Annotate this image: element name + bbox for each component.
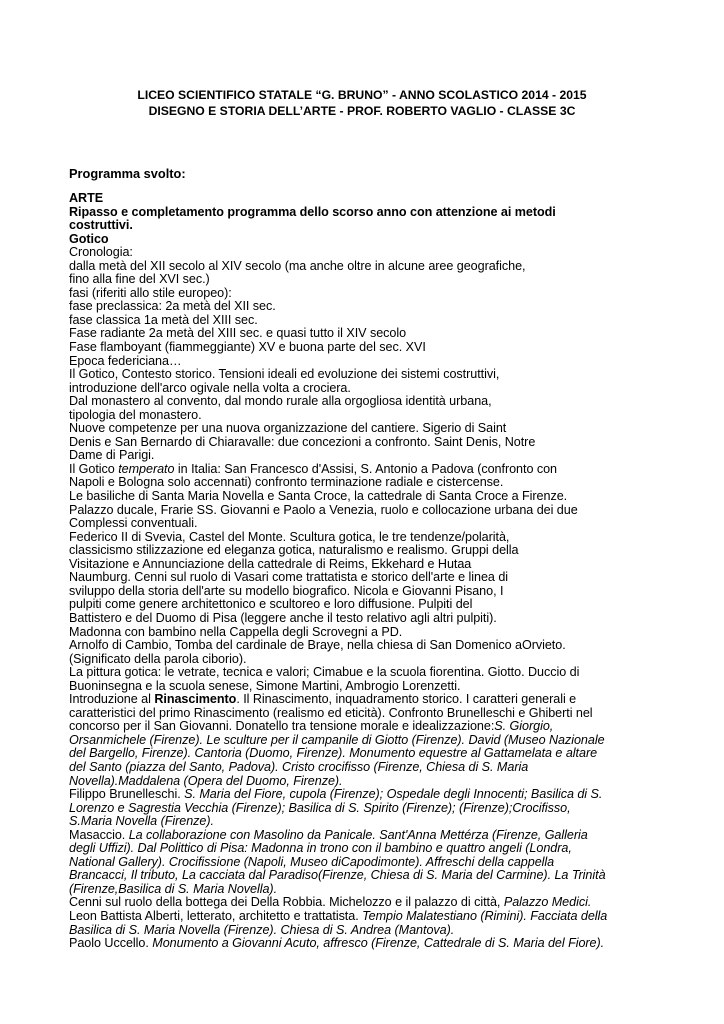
text-segment: Cenni sul ruolo della bottega dei Della Robbia. Michelozzo e il palazzo di città,: [69, 895, 504, 910]
text-segment: Filippo Brunelleschi.: [69, 787, 185, 802]
text-line: [69, 219, 679, 233]
text-line: [69, 761, 679, 775]
text-line: [69, 910, 679, 924]
text-segment: Epoca federiciana…: [69, 353, 182, 368]
text-line: [69, 666, 679, 680]
text-segment: Cronologia:: [69, 245, 133, 260]
text-segment: Il Gotico: [69, 461, 119, 476]
text-line: [69, 937, 679, 951]
text-line: [69, 382, 679, 396]
text-segment: tipologia del monastero.: [69, 407, 202, 422]
text-line: [69, 449, 679, 463]
text-segment: pulpiti come genere architettonico e scultoreo e loro diffusione. Pulpiti del: [69, 597, 473, 612]
text-line: [69, 829, 679, 843]
text-line: [69, 924, 679, 938]
text-line: [69, 598, 679, 612]
text-segment: fase preclassica: 2a metà del XII sec.: [69, 299, 276, 314]
text-line: [69, 355, 679, 369]
document-header: [0, 87, 724, 119]
text-line: [69, 287, 679, 301]
text-segment: Masaccio.: [69, 827, 129, 842]
text-line: [69, 869, 679, 883]
text-segment: fino alla fine del XVI sec.): [69, 272, 210, 287]
text-line: [69, 775, 679, 789]
text-segment: Battistero e del Duomo di Pisa (leggere anche il testo relativo agli altri pulpiti).: [69, 610, 497, 625]
text-line: [69, 260, 679, 274]
text-segment: in Italia: San Francesco d'Assisi, S. Antonio a Padova (confronto con: [174, 461, 557, 476]
text-segment: Madonna con bambino nella Cappella degli Scrovegni a PD.: [69, 624, 403, 639]
text-line: [69, 192, 679, 206]
text-line: [69, 517, 679, 531]
text-segment: Arnolfo di Cambio, Tomba del cardinale de Braye, nella chiesa di San Domenico aOrvieto.: [69, 638, 566, 653]
text-segment: Leon Battista Alberti, letterato, architetto e trattatista.: [69, 908, 363, 923]
text-segment: Buoninsegna e la scuola senese, Simone Martini, Ambrogio Lorenzetti.: [69, 678, 461, 693]
text-line: [69, 246, 679, 260]
text-segment: S.Maria Novella (Firenze).: [69, 814, 214, 829]
text-segment: (Significato della parola ciborio).: [69, 651, 247, 666]
header-line-school: LICEO SCIENTIFICO STATALE “G. BRUNO” - ANNO SCOLASTICO 2014 - 2015: [137, 88, 587, 102]
text-line: [69, 273, 679, 287]
text-segment: degli Uffizi). Dal Polittico di Pisa: Madonna in trono con il bambino e quattro angeli (Londra,: [69, 841, 572, 856]
text-segment: Nuove competenze per una nuova organizzazione del cantiere. Sigerio di Saint: [69, 421, 507, 436]
text-line: [69, 707, 679, 721]
text-line: [69, 747, 679, 761]
text-segment: Il Gotico, Contesto storico. Tensioni ideali ed evoluzione dei sistemi costruttivi,: [69, 367, 500, 382]
text-line: [69, 436, 679, 450]
text-line: [69, 531, 679, 545]
text-segment: fase classica 1a metà del XIII sec.: [69, 312, 258, 327]
text-segment: Le basiliche di Santa Maria Novella e Santa Croce, la cattedrale di Santa Croce a Firenze.: [69, 489, 568, 504]
text-segment: Fase radiante 2a metà del XIII sec. e quasi tutto il XIV secolo: [69, 326, 407, 341]
text-line: [69, 463, 679, 477]
text-segment: Gotico: [69, 231, 109, 246]
text-segment: Basilica di S. Maria Novella (Firenze). Chiesa di S. Andrea (Mantova).: [69, 922, 455, 937]
text-segment: Rinascimento: [154, 692, 237, 707]
text-segment: Visitazione e Annunciazione della cattedrale di Reims, Ekkehard e Hutaa: [69, 556, 472, 571]
text-segment: classicismo stilizzazione ed eleganza gotica, naturalismo e realismo. Gruppi della: [69, 543, 519, 558]
text-line: [69, 233, 679, 247]
text-segment: . Il Rinascimento, inquadramento storico. I caratteri generali e: [236, 692, 577, 707]
text-line: [69, 720, 679, 734]
text-line: [69, 788, 679, 802]
text-segment: Dal monastero al convento, dal mondo rurale alla orgogliosa identità urbana,: [69, 394, 492, 409]
text-line: [69, 422, 679, 436]
text-line: [69, 612, 679, 626]
text-line: [69, 842, 679, 856]
text-segment: Denis e San Bernardo di Chiaravalle: due concezioni a confronto. Saint Denis, Notre: [69, 434, 536, 449]
text-line: [69, 368, 679, 382]
text-segment: Fase flamboyant (fiammeggiante) XV e buona parte del sec. XVI: [69, 340, 426, 355]
text-segment: (Firenze,Basilica di S. Maria Novella).: [69, 881, 278, 896]
text-line: [69, 815, 679, 829]
text-segment: temperato: [118, 461, 175, 476]
text-segment: Palazzo Medici.: [503, 895, 592, 910]
text-line: [69, 896, 679, 910]
text-segment: La pittura gotica: le vetrate, tecnica e valori; Cimabue e la scuola fiorentina. Giotto. Duccio di: [69, 665, 580, 680]
text-segment: Dame di Parigi.: [69, 448, 155, 463]
text-line: [69, 571, 679, 585]
section-heading: Programma svolto:: [69, 166, 186, 181]
text-segment: costruttivi.: [69, 218, 133, 233]
text-segment: Novella).Maddalena (Opera del Duomo, Firenze).: [69, 773, 343, 788]
text-line: [69, 734, 679, 748]
text-segment: caratteristici del primo Rinascimento (realismo ed eticità). Confronto Brunelleschi e Ghiberti nel: [69, 705, 593, 720]
text-line: [69, 206, 679, 220]
text-line: [69, 680, 679, 694]
text-segment: Ripasso e completamento programma dello scorso anno con attenzione ai metodi: [69, 204, 556, 219]
text-segment: Lorenzo e Sagrestia Vecchia (Firenze); Basilica di S. Spirito (Firenze); (Firenze);Crocifisso,: [69, 800, 571, 815]
text-line: [69, 639, 679, 653]
text-line: [69, 395, 679, 409]
text-segment: dalla metà del XII secolo al XIV secolo (ma anche oltre in alcune aree geografiche,: [69, 258, 526, 273]
text-line: [69, 314, 679, 328]
text-segment: Naumburg. Cenni sul ruolo di Vasari come trattatista e storico dell'arte e linea di: [69, 570, 509, 585]
text-line: [69, 585, 679, 599]
text-segment: S. Giorgio,: [494, 719, 554, 734]
text-segment: del Santo (piazza del Santo, Padova). Cristo crocifisso (Firenze, Chiesa di S. Maria: [69, 759, 529, 774]
text-segment: del Bargello, Firenze). Cantoria (Duomo, Firenze). Monumento equestre al Gattamelata e altare: [69, 746, 598, 761]
text-line: [69, 476, 679, 490]
text-segment: Palazzo ducale, Frarie SS. Giovanni e Paolo a Venezia, ruolo e collocazione urbana dei due: [69, 502, 578, 517]
text-segment: National Gallery). Crocifissione (Napoli, Museo diCapodimonte). Affreschi della cappella: [69, 854, 555, 869]
text-line: [69, 856, 679, 870]
text-line: [69, 327, 679, 341]
text-line: [69, 544, 679, 558]
text-line: [69, 802, 679, 816]
text-segment: Tempio Malatestiano (Rimini). Facciata della: [362, 908, 608, 923]
text-line: [69, 341, 679, 355]
text-segment: Federico II di Svevia, Castel del Monte. Scultura gotica, le tre tendenze/polarità,: [69, 529, 510, 544]
text-segment: Napoli e Bologna solo accennati) confronto terminazione radiale e cistercense.: [69, 475, 504, 490]
text-line: [69, 558, 679, 572]
text-line: [69, 490, 679, 504]
program-body: [69, 192, 679, 951]
text-line: [69, 300, 679, 314]
text-segment: concorso per il San Giovanni. Donatello tra tensione morale e idealizzazione:: [69, 719, 495, 734]
text-segment: sviluppo della storia dell'arte su modello biografico. Nicola e Giovanni Pisano, I: [69, 583, 504, 598]
text-segment: Monumento a Giovanni Acuto, affresco (Firenze, Cattedrale di S. Maria del Fiore).: [152, 936, 605, 951]
text-segment: fasi (riferiti allo stile europeo):: [69, 285, 232, 300]
text-line: [69, 693, 679, 707]
text-segment: ARTE: [69, 191, 104, 205]
text-segment: La collaborazione con Masolino da Panicale. Sant'Anna Mettérza (Firenze, Galleria: [128, 827, 588, 842]
text-line: [69, 626, 679, 640]
text-segment: Complessi conventuali.: [69, 516, 198, 531]
text-segment: Brancacci, Il tributo, La cacciata dal Paradiso(Firenze, Chiesa di S. Maria del Carmine). La Trinità: [69, 868, 606, 883]
text-line: [69, 409, 679, 423]
text-segment: introduzione dell'arco ogivale nella volta a crociera.: [69, 380, 351, 395]
text-line: [69, 504, 679, 518]
text-line: [69, 653, 679, 667]
header-line-course: DISEGNO E STORIA DELL’ARTE - PROF. ROBERTO VAGLIO - CLASSE 3C: [148, 104, 576, 118]
text-segment: Introduzione al: [69, 692, 155, 707]
text-segment: Orsanmichele (Firenze). Le sculture per il campanile di Giotto (Firenze). David (Museo Nazionale: [69, 732, 605, 747]
text-segment: Paolo Uccello.: [69, 936, 153, 951]
text-segment: S. Maria del Fiore, cupola (Firenze); Ospedale degli Innocenti; Basilica di S.: [184, 787, 603, 802]
text-line: [69, 883, 679, 897]
